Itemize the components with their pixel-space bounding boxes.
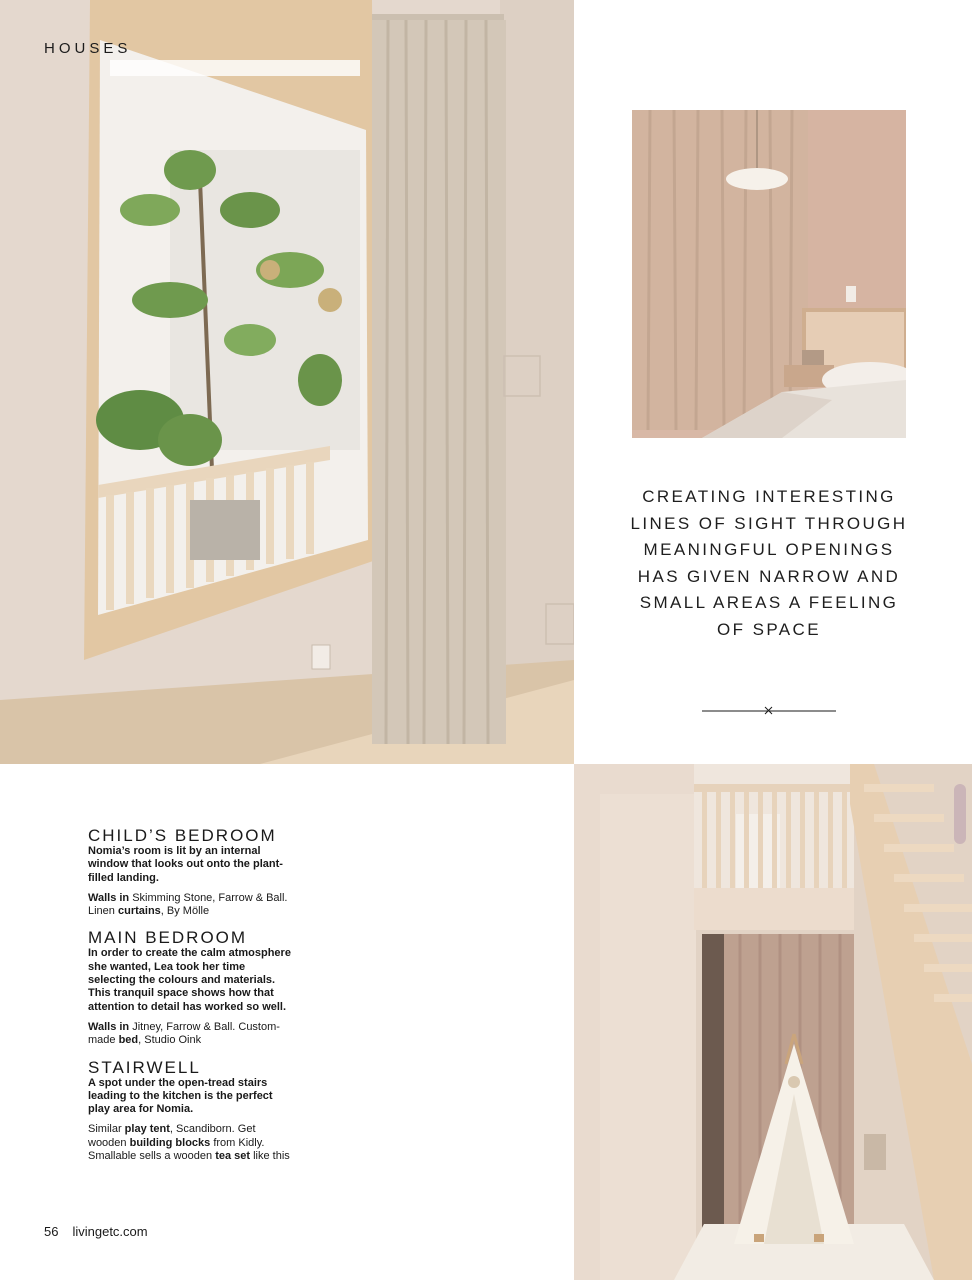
credit-bold: curtains — [117, 905, 161, 918]
caption-main-bedroom — [88, 928, 293, 1047]
credit-text: Skimming Stone, Farrow & Ball. Linen — [88, 891, 288, 918]
caption-lead: A spot under the open-tread stairs leading to the kitchen is the perfect play area for Nomia. — [88, 1076, 273, 1116]
stairwell-illustration — [574, 764, 972, 1280]
credit-text: like this — [250, 1150, 290, 1163]
credit-bold: Walls in — [88, 1020, 130, 1033]
page-number: 56 — [44, 1224, 59, 1239]
photo-childs-bedroom — [0, 0, 574, 764]
main-bedroom-illustration — [632, 110, 906, 438]
pull-quote: CREATING INTERESTING LINES OF SIGHT THROUGH MEANINGFUL OPENINGS HAS GIVEN NARROW AND SMALL AREAS A FEELING OF SPACE — [630, 487, 908, 639]
page-footer — [44, 1224, 148, 1239]
website-link[interactable]: livingetc.com — [72, 1224, 148, 1239]
section-label: HOUSES — [44, 40, 132, 57]
credit-bold: Walls in — [88, 891, 130, 904]
caption-title: STAIRWELL — [88, 1057, 201, 1077]
caption-lead: In order to create the calm atmosphere she wanted, Lea took her time selecting the colours and materials. This tranquil space shows how that attention to detail has worked so well. — [88, 947, 291, 1013]
credit-text: , Studio Oink — [138, 1034, 202, 1047]
divider-cross-icon — [702, 702, 836, 720]
childs-bedroom-illustration — [0, 0, 574, 764]
caption-title: MAIN BEDROOM — [88, 928, 248, 948]
photo-stairwell — [574, 764, 972, 1280]
credit-text: , By Mölle — [160, 905, 210, 918]
credit-text: , Scandiborn. Get wooden — [88, 1123, 256, 1149]
credit-bold: bed — [118, 1034, 139, 1047]
captions — [88, 826, 293, 1173]
credit-text: from Kidly. Smallable sells a wooden — [88, 1136, 265, 1163]
caption-lead: Nomia’s room is lit by an internal window that looks out onto the plant-filled landing. — [88, 845, 283, 884]
photo-main-bedroom — [632, 110, 906, 438]
caption-credit — [88, 1123, 293, 1163]
caption-credit — [88, 1021, 293, 1048]
caption-title: CHILD’S BEDROOM — [88, 826, 277, 845]
credit-bold: tea set — [215, 1150, 251, 1163]
credit-bold: building blocks — [129, 1136, 211, 1149]
caption-stairwell — [88, 1058, 293, 1164]
caption-credit — [88, 892, 293, 919]
caption-childs-bedroom — [88, 826, 293, 918]
credit-text: Jitney, Farrow & Ball. Custom-made — [88, 1020, 280, 1047]
credit-bold: play tent — [124, 1123, 170, 1136]
credit-text: Similar — [88, 1123, 125, 1136]
